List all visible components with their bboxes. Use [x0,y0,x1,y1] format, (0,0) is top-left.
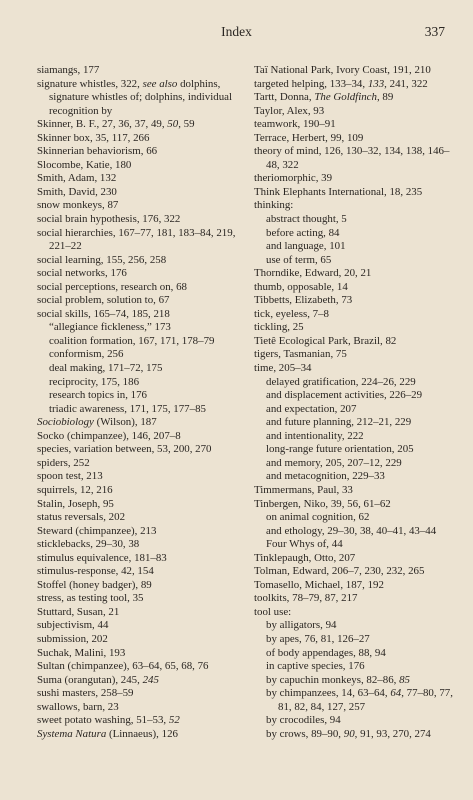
entry-text: abstract thought, 5 [266,213,347,226]
entry-text: status reversals, 202 [37,511,126,524]
entry-text: Skinnerian behaviorism, 66 [37,145,158,158]
index-subentry [254,443,459,457]
index-entry [254,281,459,295]
entry-text: reciprocity, 175, 186 [49,375,140,388]
entry-text: submission, 202 [37,632,108,645]
index-entry [37,619,247,633]
index-entry [37,674,247,688]
index-subentry [254,633,459,647]
entry-text: conformism, 256 [49,348,124,361]
index-entry [37,538,247,552]
entry-text: 90 [343,727,355,740]
index-entry [37,186,247,200]
entry-text: and metacognition, 229–33 [266,470,385,483]
entry-text: , 59 [178,118,195,131]
index-entry [37,687,247,701]
index-entry [254,294,459,308]
entry-text: “allegiance fickleness,” 173 [49,321,171,334]
index-entry [37,281,247,295]
entry-text: Tomasello, Michael, 187, 192 [254,578,384,591]
entry-text: on animal cognition, 62 [266,511,370,524]
entry-text: Stalin, Joseph, 95 [37,497,114,510]
entry-text: Tartt, Donna, [254,91,315,104]
entry-text: tool use: [254,605,292,618]
entry-text: by chimpanzees, 14, 63–64, [266,687,391,700]
index-subentry [254,254,459,268]
entry-text: snow monkeys, 87 [37,199,119,212]
entry-text: Sociobiology [37,416,94,429]
index-entry [254,592,459,606]
entry-text: time, 205–34 [254,362,312,375]
index-subentry [37,376,247,390]
entry-text: species, variation between, 53, 200, 270 [37,443,212,456]
index-subentry [254,511,459,525]
index-entry [254,308,459,322]
index-column-right [254,64,459,741]
entry-text: social problem, solution to, 67 [37,294,170,307]
index-subentry [37,335,247,349]
entry-text: by capuchin monkeys, 82–86, [266,673,400,686]
entry-text: Timmermans, Paul, 33 [254,483,353,496]
entry-text: Steward (chimpanzee), 213 [37,524,157,537]
entry-text: Sultan (chimpanzee), 63–64, 65, 68, 76 [37,660,209,673]
index-entry [37,660,247,674]
index-subentry [254,416,459,430]
entry-text: 52 [168,714,180,727]
entry-text: Skinner box, 35, 117, 266 [37,131,150,144]
index-subentry [254,647,459,661]
index-entry [37,267,247,281]
entry-text: Tietê Ecological Park, Brazil, 82 [254,334,397,347]
index-entry [37,484,247,498]
index-entry [254,118,459,132]
entry-text: dolphins, signature whistles of; dolphins, individual recognition by [49,77,233,117]
index-entry [37,64,247,78]
entry-text: Smith, Adam, 132 [37,172,117,185]
entry-text: 133 [367,77,385,90]
entry-text: delayed gratification, 224–26, 229 [266,375,416,388]
index-entry [254,321,459,335]
index-entry [254,579,459,593]
entry-text: social perceptions, research on, 68 [37,280,187,293]
index-entry [254,348,459,362]
entry-text: , 241, 322 [384,77,428,90]
entry-text: Taï National Park, Ivory Coast, 191, 210 [254,64,431,76]
page-header [0,22,473,42]
entry-text: see also [142,77,178,90]
entry-text: Thorndike, Edward, 20, 21 [254,267,372,280]
index-entry [37,213,247,227]
entry-text: social brain hypothesis, 176, 322 [37,213,181,226]
entry-text: 245 [142,673,159,686]
entry-text: , 89 [376,91,394,104]
entry-text: by alligators, 94 [266,619,337,632]
index-subentry [254,376,459,390]
index-subentry [254,660,459,674]
index-subentry [37,348,247,362]
entry-text: tickling, 25 [254,321,304,334]
entry-text: Socko (chimpanzee), 146, 207–8 [37,429,181,442]
index-subentry [254,674,459,688]
entry-text: social hierarchies, 167–77, 181, 183–84, 219, 221–22 [37,226,236,253]
entry-text: Smith, David, 230 [37,185,117,198]
index-entry [37,552,247,566]
index-entry [37,714,247,728]
index-entry [254,606,459,620]
index-entry [37,565,247,579]
entry-text: coalition formation, 167, 171, 178–79 [49,334,215,347]
index-subentry [254,227,459,241]
index-subentry [254,728,459,742]
entry-text: Stuttard, Susan, 21 [37,605,120,618]
entry-text: toolkits, 78–79, 87, 217 [254,592,358,605]
entry-text: squirrels, 12, 216 [37,483,113,496]
index-entry [254,78,459,92]
index-entry [37,254,247,268]
index-entry [37,579,247,593]
entry-text: in captive species, 176 [266,660,365,673]
index-entry [254,565,459,579]
entry-text: by crocodiles, 94 [266,714,341,727]
entry-text: and ethology, 29–30, 38, 40–41, 43–44 [266,524,437,537]
entry-text: and expectation, 207 [266,402,357,415]
entry-text: stimulus equivalence, 181–83 [37,551,167,564]
index-subentry [37,321,247,335]
entry-text: sticklebacks, 29–30, 38 [37,538,140,551]
entry-text: Suchak, Malini, 193 [37,646,126,659]
page-number: 337 [424,24,445,39]
entry-text: Taylor, Alex, 93 [254,104,325,117]
entry-text: spoon test, 213 [37,470,103,483]
index-entry [37,470,247,484]
index-entry [37,701,247,715]
index-entry [37,308,247,322]
entry-text: and displacement activities, 226–29 [266,389,423,402]
entry-text: social skills, 165–74, 185, 218 [37,307,170,320]
entry-text: (Wilson), 187 [93,416,157,429]
index-entry [37,172,247,186]
index-subentry [254,525,459,539]
entry-text: deal making, 171–72, 175 [49,362,163,375]
index-entry [254,172,459,186]
index-entry [37,227,247,254]
entry-text: Systema Natura [37,727,107,740]
entry-text: Tinbergen, Niko, 39, 56, 61–62 [254,497,391,510]
entry-text: sweet potato washing, 51–53, [37,714,169,727]
index-subentry [37,389,247,403]
entry-text: subjectivism, 44 [37,619,109,632]
entry-text: 85 [399,673,410,686]
index-entry [37,443,247,457]
index-entry [37,511,247,525]
entry-text: of body appendages, 88, 94 [266,646,386,659]
index-entry [37,118,247,132]
entry-text: Tinklepaugh, Otto, 207 [254,551,356,564]
entry-text: , 91, 93, 270, 274 [354,727,431,740]
index-entry [37,132,247,146]
entry-text: Terrace, Herbert, 99, 109 [254,131,364,144]
index-entry [254,498,459,512]
index-entry [37,416,247,430]
entry-text: Tibbetts, Elizabeth, 73 [254,294,353,307]
entry-text: swallows, barn, 23 [37,700,119,713]
index-entry [254,132,459,146]
index-subentry [37,362,247,376]
entry-text: thumb, opposable, 14 [254,280,348,293]
entry-text: Tolman, Edward, 206–7, 230, 232, 265 [254,565,425,578]
entry-text: Stoffel (honey badger), 89 [37,578,152,591]
index-entry [37,457,247,471]
entry-text: by apes, 76, 81, 126–27 [266,632,370,645]
entry-text: before acting, 84 [266,226,340,239]
entry-text: thinking: [254,199,294,212]
entry-text: by crows, 89–90, [266,727,344,740]
entry-text: triadic awareness, 171, 175, 177–85 [49,402,206,415]
entry-text: The Goldfinch [314,91,377,104]
entry-text: and future planning, 212–21, 229 [266,416,412,429]
index-entry [254,186,459,200]
index-entry [254,105,459,119]
entry-text: Slocombe, Katie, 180 [37,158,132,171]
index-entry [37,294,247,308]
entry-text: research topics in, 176 [49,389,147,402]
entry-text: theory of mind, 126, 130–32, 134, 138, 146–48, 322 [254,145,450,171]
entry-text: Four Whys of, 44 [266,538,343,551]
index-entry [254,267,459,281]
index-subentry [37,403,247,417]
entry-text: Suma (orangutan), 245, [37,673,143,686]
index-entry [254,552,459,566]
entry-text: social networks, 176 [37,267,127,280]
index-entry [254,199,459,213]
entry-text: and memory, 205, 207–12, 229 [266,456,402,469]
entry-text: tick, eyeless, 7–8 [254,307,330,320]
index-subentry [254,389,459,403]
entry-text: theriomorphic, 39 [254,172,333,185]
index-subentry [254,403,459,417]
entry-text: 50 [167,118,179,131]
index-entry [254,484,459,498]
index-entry [254,64,459,78]
index-entry [37,633,247,647]
entry-text: (Linnaeus), 126 [106,727,178,740]
entry-text: sushi masters, 258–59 [37,687,134,700]
index-subentry [254,687,459,714]
entry-text: stimulus-response, 42, 154 [37,565,154,578]
index-entry [37,430,247,444]
index-entry [37,78,247,119]
index-entry [37,199,247,213]
running-head: Index [221,24,252,39]
index-entry [254,91,459,105]
entry-text: long-range future orientation, 205 [266,443,414,456]
index-entry [37,728,247,742]
index-subentry [254,430,459,444]
entry-text: use of term, 65 [266,253,332,266]
entry-text: teamwork, 190–91 [254,118,336,131]
entry-text: spiders, 252 [37,456,90,469]
entry-text: signature whistles, 322, [37,77,143,90]
index-subentry [254,538,459,552]
entry-text: targeted helping, 133–34, [254,77,368,90]
index-entry [37,647,247,661]
index-subentry [254,457,459,471]
index-subentry [254,470,459,484]
entry-text: tigers, Tasmanian, 75 [254,348,347,361]
entry-text: Think Elephants International, 18, 235 [254,185,423,198]
index-subentry [254,619,459,633]
index-entry [37,525,247,539]
index-entry [254,145,459,172]
index-entry [37,145,247,159]
index-entry [37,159,247,173]
index-entry [37,498,247,512]
index-entry [254,335,459,349]
index-entry [37,592,247,606]
index-subentry [254,240,459,254]
entry-text: siamangs, 177 [37,64,100,76]
entry-text: Skinner, B. F., 27, 36, 37, 49, [37,118,168,131]
entry-text: and language, 101 [266,240,346,253]
entry-text: 64 [390,687,402,700]
index-entry [254,362,459,376]
entry-text: stress, as testing tool, 35 [37,592,144,605]
index-entry [37,606,247,620]
entry-text: , 77–80, 77, 81, 82, 84, 127, 257 [278,687,453,713]
entry-text: and intentionality, 222 [266,429,364,442]
entry-text: social learning, 155, 256, 258 [37,253,167,266]
index-subentry [254,714,459,728]
index-column-left [37,64,247,741]
index-subentry [254,213,459,227]
